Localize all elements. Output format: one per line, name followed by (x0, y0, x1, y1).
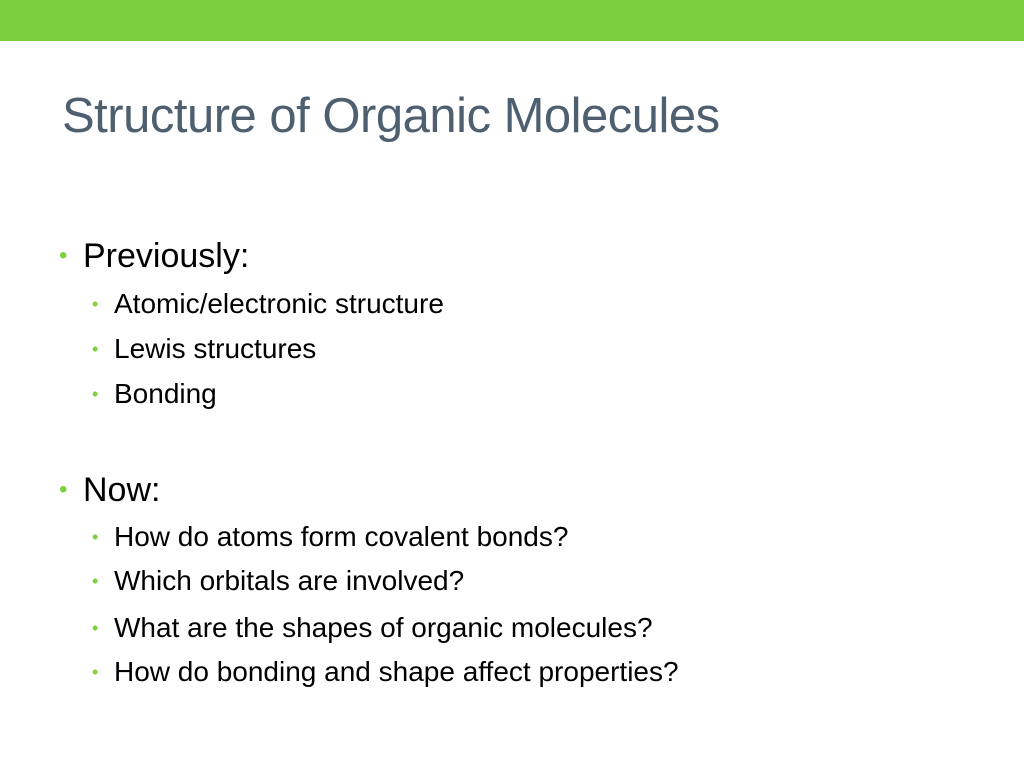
bullet-dot-icon: • (92, 384, 99, 404)
bullet-item (92, 287, 444, 321)
bullet-item (92, 332, 317, 366)
bullet-item (92, 564, 465, 598)
bullet-item (92, 611, 653, 645)
bullet-text: Which orbitals are involved? (114, 565, 465, 596)
bullet-heading-previously (59, 236, 250, 276)
bullet-text: Atomic/electronic structure (114, 288, 444, 319)
bullet-dot-icon: • (92, 618, 99, 638)
slide-title: Structure of Organic Molecules (62, 89, 720, 143)
bullet-text: Previously: (83, 237, 250, 275)
bullet-dot-icon: • (92, 294, 99, 314)
bullet-dot-icon: • (92, 339, 99, 359)
bullet-text: How do bonding and shape affect properties? (114, 656, 679, 687)
accent-bar (0, 0, 1024, 41)
bullet-dot-icon: • (92, 527, 99, 547)
bullet-heading-now (59, 470, 161, 510)
bullet-item (92, 655, 679, 689)
bullet-text: Bonding (114, 378, 217, 409)
bullet-text: How do atoms form covalent bonds? (114, 521, 569, 552)
bullet-dot-icon: • (92, 571, 99, 591)
bullet-dot-icon: • (59, 242, 68, 269)
bullet-item (92, 520, 569, 554)
bullet-text: Lewis structures (114, 333, 317, 364)
bullet-dot-icon: • (92, 662, 99, 682)
bullet-dot-icon: • (59, 476, 68, 503)
bullet-text: Now: (83, 471, 161, 509)
bullet-item (92, 377, 217, 411)
bullet-text: What are the shapes of organic molecules? (114, 612, 653, 643)
